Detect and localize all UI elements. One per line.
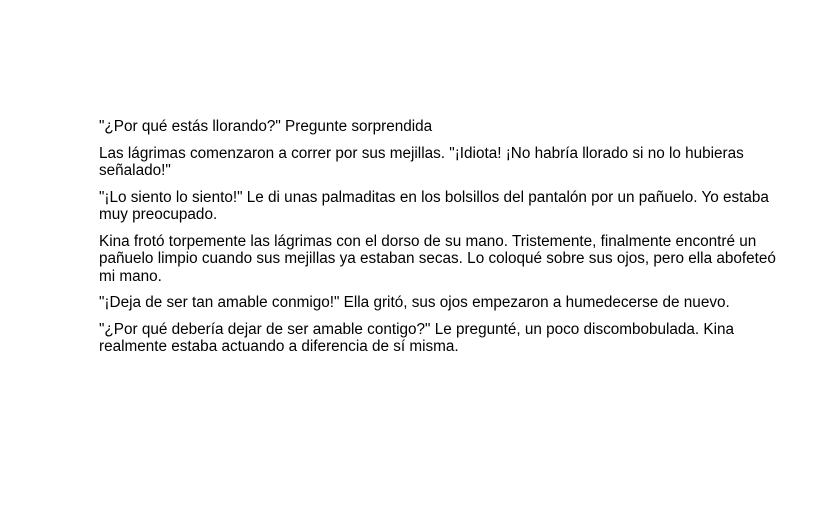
paragraph-2: Las lágrimas comenzaron a correr por sus mejillas. "¡Idiota! ¡No habría llorado si no lo hubieras señalado!"	[99, 144, 744, 179]
document-body	[99, 118, 779, 365]
paragraph-6: "¿Por qué debería dejar de ser amable contigo?" Le pregunté, un poco discombobulada. Kina realmente estaba actuando a diferencia de sí misma.	[99, 320, 735, 355]
paragraph-4: Kina frotó torpemente las lágrimas con el dorso de su mano. Tristemente, finalmente encontré un pañuelo limpio cuando sus mejillas ya estaban secas. Lo coloqué sobre sus ojos, pero ella abofeteó mi mano.	[99, 232, 776, 285]
paragraph-3: "¡Lo siento lo siento!" Le di unas palmaditas en los bolsillos del pantalón por un pañuelo. Yo estaba muy preocupado.	[99, 188, 769, 223]
paragraph-5: "¡Deja de ser tan amable conmigo!" Ella gritó, sus ojos empezaron a humedecerse de nuevo.	[99, 294, 730, 311]
paragraph-1: "¿Por qué estás llorando?" Pregunte sorprendida	[99, 118, 433, 135]
